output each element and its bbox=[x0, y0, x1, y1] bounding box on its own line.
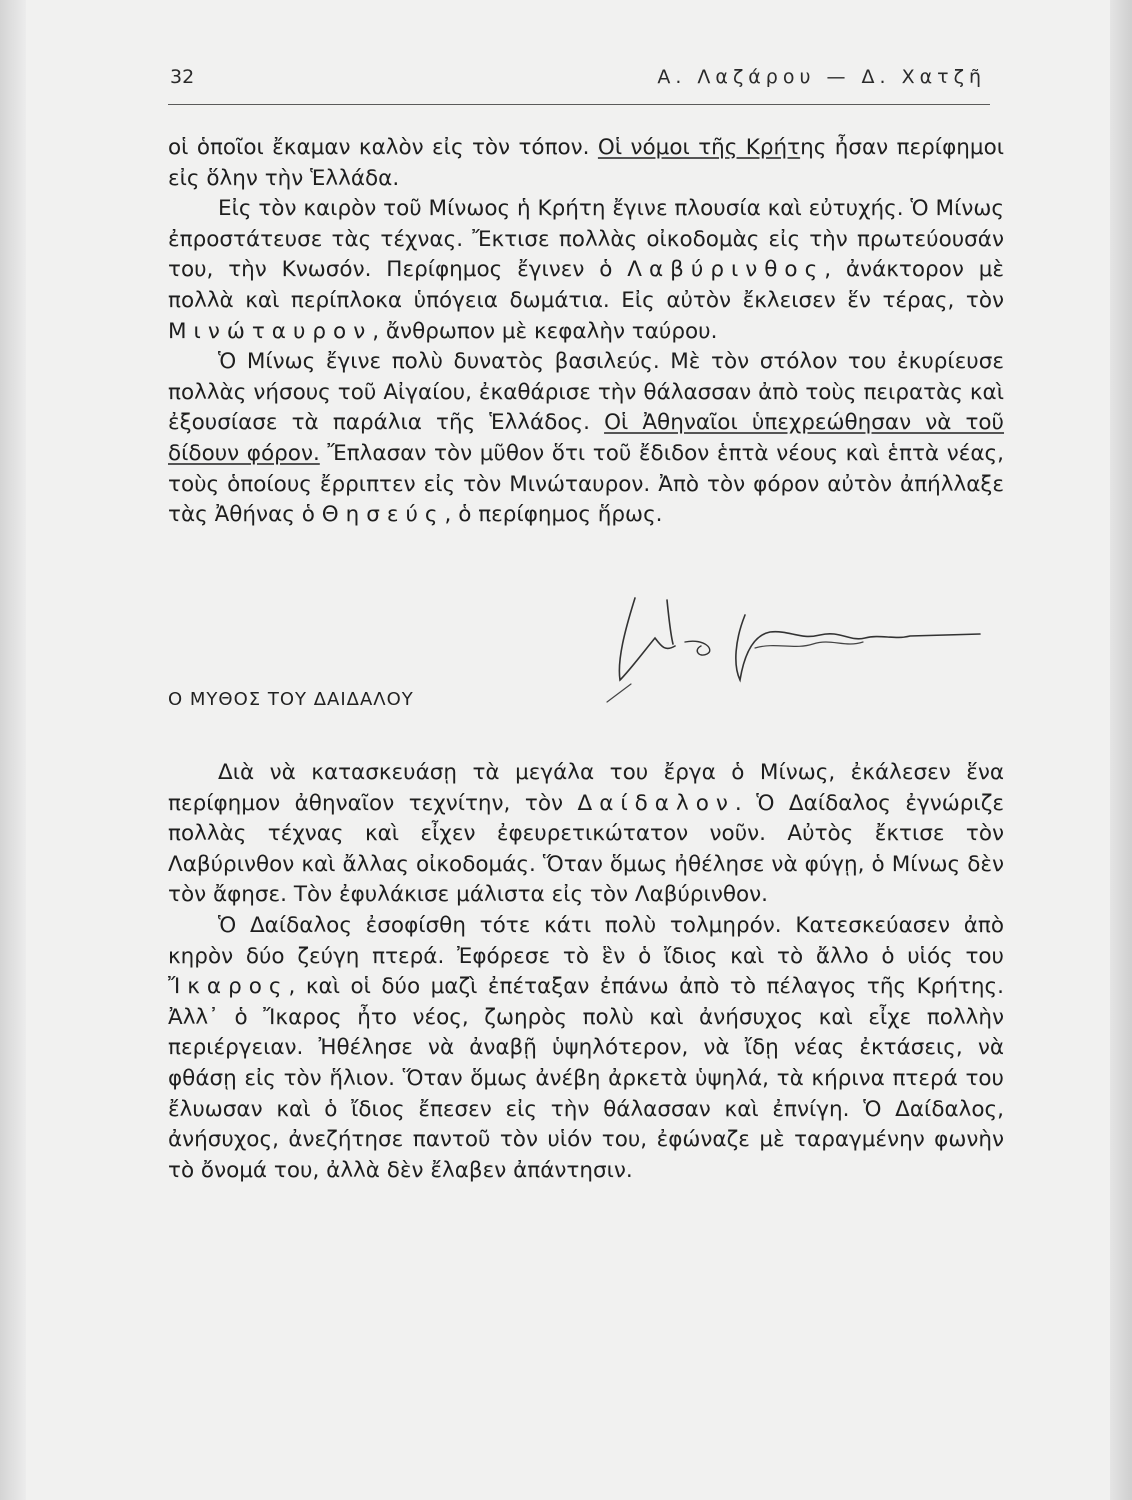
paragraph-2: Εἰς τὸν καιρὸν τοῦ Μίνωος ἡ Κρήτη ἔγινε πλουσία καὶ εὐτυχής. Ὁ Μίνως ἐπροστάτευσε τὰς τέχνας. Ἔκτισε πολλὰς οἰκοδομὰς εἰς τὴν πρωτεύουσάν του, τὴν Κνωσόν. Περίφημος ἔγινεν ὁ Λαβύρινθος, ἀνάκτορον μὲ πολλὰ καὶ περίπλοκα ὑπόγεια δωμάτια. Εἰς αὐτὸν ἔκλεισεν ἕν τέρας, τὸν Μινώταυρον, ἄνθρωπον μὲ κεφαλὴν ταύρου. bbox=[168, 196, 1004, 344]
page-edge-right bbox=[1110, 0, 1132, 1500]
section-title: Ο ΜΥΘΟΣ ΤΟΥ ΔΑΙΔΑΛΟΥ bbox=[168, 689, 414, 710]
paragraph-5: Ὁ Δαίδαλος ἐσοφίσθη τότε κάτι πολὺ τολμηρόν. Κατεσκεύασεν ἀπὸ κηρὸν δύο ζεύγη πτερά. Ἐφόρεσε τὸ ἓν ὁ ἴδιος καὶ τὸ ἄλλο ὁ υἱός του Ἴκαρος, καὶ οἱ δύο μαζὶ ἐπέταξαν ἐπάνω ἀπὸ τὸ πέλαγος τῆς Κρήτης. Ἀλλ᾽ ὁ Ἴκαρος ἦτο νέος, ζωηρὸς πολὺ καὶ ἀνήσυχος καὶ εἶχε πολλὴν περιέργειαν. Ἠθέλησε νὰ ἀναβῇ ὑψηλότερον, νὰ ἴδῃ νέας ἐκτάσεις, νὰ φθάσῃ εἰς τὸν ἥλιον. Ὅταν ὅμως ἀνέβη ἀρκετὰ ὑψηλά, τὰ κήρινα πτερά του ἔλυωσαν καὶ ὁ ἴδιος ἔπεσεν εἰς τὴν θάλασσαν καὶ ἐπνίγη. Ὁ Δαίδαλος, ἀνήσυχος, ἀνεζήτησε παντοῦ τὸν υἱόν του, ἐφώναζε μὲ ταραγμένην φωνὴν τὸ ὄνομά του, ἀλλὰ δὲν ἔλαβεν ἀπάντησιν. bbox=[168, 912, 1004, 1183]
spaced-name-icarus: Ἴκαρος bbox=[168, 974, 289, 1000]
paragraph-3: Ὁ Μίνως ἔγινε πολὺ δυνατὸς βασιλεύς. Μὲ τὸν στόλον του ἐκυρίευσε πολλὰς νήσους τοῦ Αἰγαίου, ἐκαθάρισε τὴν θάλασσαν ἀπὸ τοὺς πειρατὰς καὶ ἐξουσίασε τὰ παράλια τῆς Ἑλλάδος. Οἱ Ἀθηναῖοι ὑπεχρεώθησαν νὰ τοῦ δίδουν φόρον. Ἔπλασαν τὸν μῦθον ὅτι τοῦ ἔδιδον ἑπτὰ νέους καὶ ἑπτὰ νέας, τοὺς ὁποίους ἔρριπτεν εἰς τὸν Μινώταυρον. Ἀπὸ τὸν φόρον αὐτὸν ἀπήλλαξε τὰς Ἀθήνας ὁ Θησεύς, ὁ περίφημος ἥρως. bbox=[168, 349, 1005, 528]
paragraph-1: οἱ ὁποῖοι ἔκαμαν καλὸν εἰς τὸν τόπον. Οἱ νόμοι τῆς Κρήτης ἦσαν περίφημοι εἰς ὅλην τὴν Ἑλλάδα. bbox=[168, 135, 1004, 191]
page-edge-left bbox=[0, 0, 26, 1500]
page-number: 32 bbox=[170, 66, 195, 88]
spaced-name-labyrinth: Λαβύρινθος bbox=[627, 257, 825, 283]
section-body-2 bbox=[168, 758, 1004, 1186]
spaced-name-daedalus: Δαίδαλον bbox=[577, 790, 735, 816]
running-head: Α. Λαζάρου — Δ. Χατζῆ bbox=[657, 66, 986, 88]
section-body-1 bbox=[168, 133, 1004, 531]
paragraph-4: Διὰ νὰ κατασκευάσῃ τὰ μεγάλα του ἔργα ὁ Μίνως, ἐκάλεσεν ἕνα περίφημον ἀθηναῖον τεχνίτην, τὸν Δαίδαλον. Ὁ Δαίδαλος ἐγνώριζε πολλὰς τέχνας καὶ εἶχεν ἐφευρετικώτατον νοῦν. Αὐτὸς ἔκτισε τὸν Λαβύρινθον καὶ ἄλλας οἰκοδομάς. Ὅταν ὅμως ἠθέλησε νὰ φύγῃ, ὁ Μίνως δὲν τὸν ἄφησε. Τὸν ἐφυλάκισε μάλιστα εἰς τὸν Λαβύρινθον. bbox=[168, 760, 1005, 908]
spaced-name-theseus: Θησεύς bbox=[321, 502, 445, 528]
pen-underlined-text: Οἱ Ἀθηναῖοι ὑπεχρεώθησαν νὰ τοῦ δίδουν φόρον. bbox=[168, 410, 1005, 466]
spaced-name-minotaur: Μινώταυρον bbox=[168, 318, 373, 344]
page-header bbox=[168, 66, 990, 105]
handwritten-signature bbox=[595, 580, 985, 710]
pen-underlined-text: Οἱ νόμοι τῆς Κρήτ bbox=[597, 135, 801, 160]
